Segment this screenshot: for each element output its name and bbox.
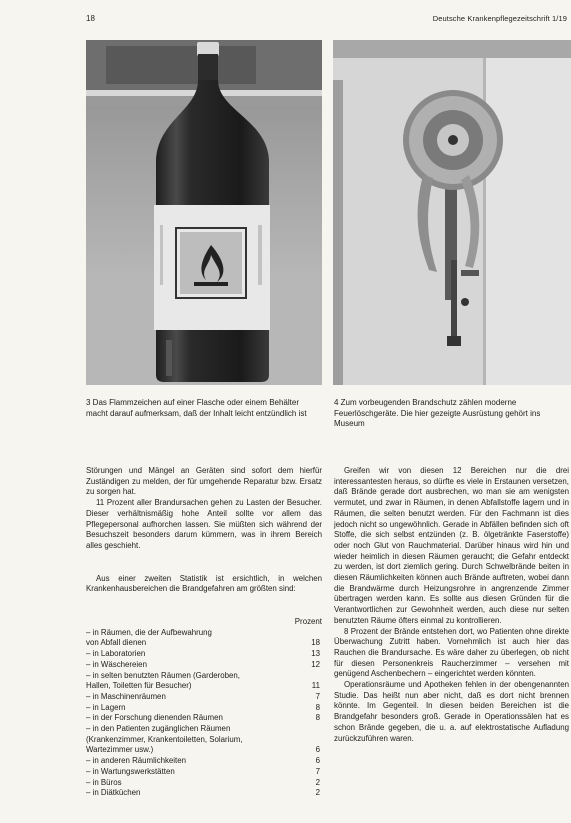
stats-row bbox=[86, 724, 322, 735]
stats-value: 8 bbox=[315, 702, 320, 712]
stats-label: (Krankenzimmer, Krankentoiletten, Solarium, bbox=[86, 734, 243, 744]
paragraph: Störungen und Mängel an Geräten sind sofort dem hierfür Zuständigen zu melden, der für umgehende Reparatur bzw. Ersatz zu sorgen hat. bbox=[86, 466, 322, 497]
stats-row bbox=[86, 692, 322, 703]
stats-row bbox=[86, 681, 322, 692]
stats-value: 13 bbox=[311, 649, 320, 659]
stats-value: 7 bbox=[315, 766, 320, 776]
stats-row bbox=[86, 671, 322, 682]
stats-header: Prozent bbox=[294, 617, 322, 627]
stats-label: – in selten benutzten Räumen (Garderoben, bbox=[86, 670, 240, 680]
stats-value: 2 bbox=[315, 788, 320, 798]
stats-label: – in Laboratorien bbox=[86, 649, 146, 659]
stats-row bbox=[86, 767, 322, 778]
stats-list bbox=[86, 628, 322, 799]
text-column-right bbox=[334, 466, 569, 744]
running-title: Deutsche Krankenpflegezeitschrift 1/19 bbox=[432, 14, 567, 23]
photo-flammable-bottle bbox=[86, 40, 322, 385]
stats-label: – in Wäschereien bbox=[86, 659, 147, 669]
stats-value: 2 bbox=[315, 777, 320, 787]
stats-value: 18 bbox=[311, 638, 320, 648]
caption-photo-4: 4 Zum vorbeugenden Brandschutz zählen moderne Feuerlöschgeräte. Die hier gezeigte Ausrüstung gehört ins Museum bbox=[334, 398, 541, 428]
stats-value: 11 bbox=[311, 681, 320, 691]
stats-label: – in Räumen, die der Aufbewahrung bbox=[86, 627, 212, 637]
paragraph: 8 Prozent der Brände entstehen dort, wo Patienten ohne direkte Überwachung Zutritt haben. Vornehmlich ist auch hier das Rauchen die Brandursache. Es wäre daher zu überlegen, ob nicht für diesen Personenkreis Raucherzimmer – versehen mit genügend Aschenbechern – eingerichtet werden könnten. bbox=[334, 626, 569, 679]
stats-value: 12 bbox=[311, 659, 320, 669]
stats-value: 8 bbox=[315, 713, 320, 723]
stats-row bbox=[86, 756, 322, 767]
stats-row bbox=[86, 745, 322, 756]
stats-label: von Abfall dienen bbox=[86, 638, 147, 648]
stats-row bbox=[86, 788, 322, 799]
text-column-left bbox=[86, 466, 322, 799]
stats-row bbox=[86, 628, 322, 639]
stats-row bbox=[86, 649, 322, 660]
stats-row bbox=[86, 703, 322, 714]
photo-fire-hose-reel bbox=[333, 40, 571, 385]
caption-photo-3: 3 Das Flammzeichen auf einer Flasche oder einem Behälter macht darauf aufmerksam, daß der Inhalt leicht entzündlich ist bbox=[86, 398, 307, 418]
stats-label: – in Wartungswerkstätten bbox=[86, 766, 175, 776]
stats-label: – in anderen Räumlichkeiten bbox=[86, 756, 187, 766]
paragraph: 11 Prozent aller Brandursachen gehen zu Lasten der Besucher. Dieser verhältnismäßig hohe Anteil sollte vor allem das Pflegepersonal aufhorchen lassen. Sie müßten sich während der Besuchszeit besonders darum kümmern, was in ihrem Bereich alles geschieht. bbox=[86, 498, 322, 550]
stats-value: 7 bbox=[315, 691, 320, 701]
stats-label: – in Diätküchen bbox=[86, 788, 141, 798]
stats-row bbox=[86, 735, 322, 746]
stats-label: Wartezimmer usw.) bbox=[86, 745, 154, 755]
stats-label: – in Maschinenräumen bbox=[86, 691, 166, 701]
paragraph: Operationsräume und Apotheken fehlen in der obengenannten Studie. Das heißt nun aber nicht, daß es dort nicht brennen könnte. Im Gegenteil. In diesen beiden Bereichen ist die Brandgefahr besonders groß. Gerade in Operationssälen hat es schon Brände gegeben, die u. a. auf elektrostatische Aufladung zurückzuführen waren. bbox=[334, 680, 569, 743]
stats-value: 6 bbox=[315, 756, 320, 766]
stats-row bbox=[86, 778, 322, 789]
stats-row bbox=[86, 660, 322, 671]
paragraph: Greifen wir von diesen 12 Bereichen nur die drei interessantesten heraus, so dürfte es viele in Erstaunen versetzen, daß Brände gerade dort ausbrechen, wo man sie am wenigsten vermutet, und zwar in Räumen, in denen Abfallstoffe lagern und in Räumen, die selten benutzt werden. Für den Fachmann ist dies jedoch nicht so ungewöhnlich. Gerade in Abfällen befinden sich oft Stoffe, die sich selbst entzünden (z. B. ölgetränkte Faserstoffe) oder noch Glut von Rauchmaterial. Darüber hinaus wird hin und wieder heimlich in diesen Räumen geraucht; die Gefahr entdeckt zu werden, ist dort ziemlich gering. Durch Schwelbrände beiten in diesen Räumlichkeiten können auch Brände auftreten, wobei dann die Brandwärme durch Heizungsrohre in angrenzende Zimmer übertragen werden kann. Es sollte aus diesen Gründen für die Verantwortlichen zur Gewohnheit werden, auch diese nur selten benutzten Räume öfters einmal zu kontrollieren. bbox=[334, 466, 569, 625]
stats-label: – in der Forschung dienenden Räumen bbox=[86, 713, 223, 723]
stats-value: 6 bbox=[315, 745, 320, 755]
stats-row bbox=[86, 638, 322, 649]
stats-label: – in den Patienten zugänglichen Räumen bbox=[86, 724, 231, 734]
stats-label: – in Lagern bbox=[86, 702, 126, 712]
paragraph: Aus einer zweiten Statistik ist ersichtlich, in welchen Krankenhausbereichen die Brandgefahren am größten sind: bbox=[86, 573, 322, 594]
page-number: 18 bbox=[86, 14, 95, 23]
stats-label: Hallen, Toiletten für Besucher) bbox=[86, 681, 192, 691]
stats-label: – in Büros bbox=[86, 777, 122, 787]
stats-row bbox=[86, 713, 322, 724]
